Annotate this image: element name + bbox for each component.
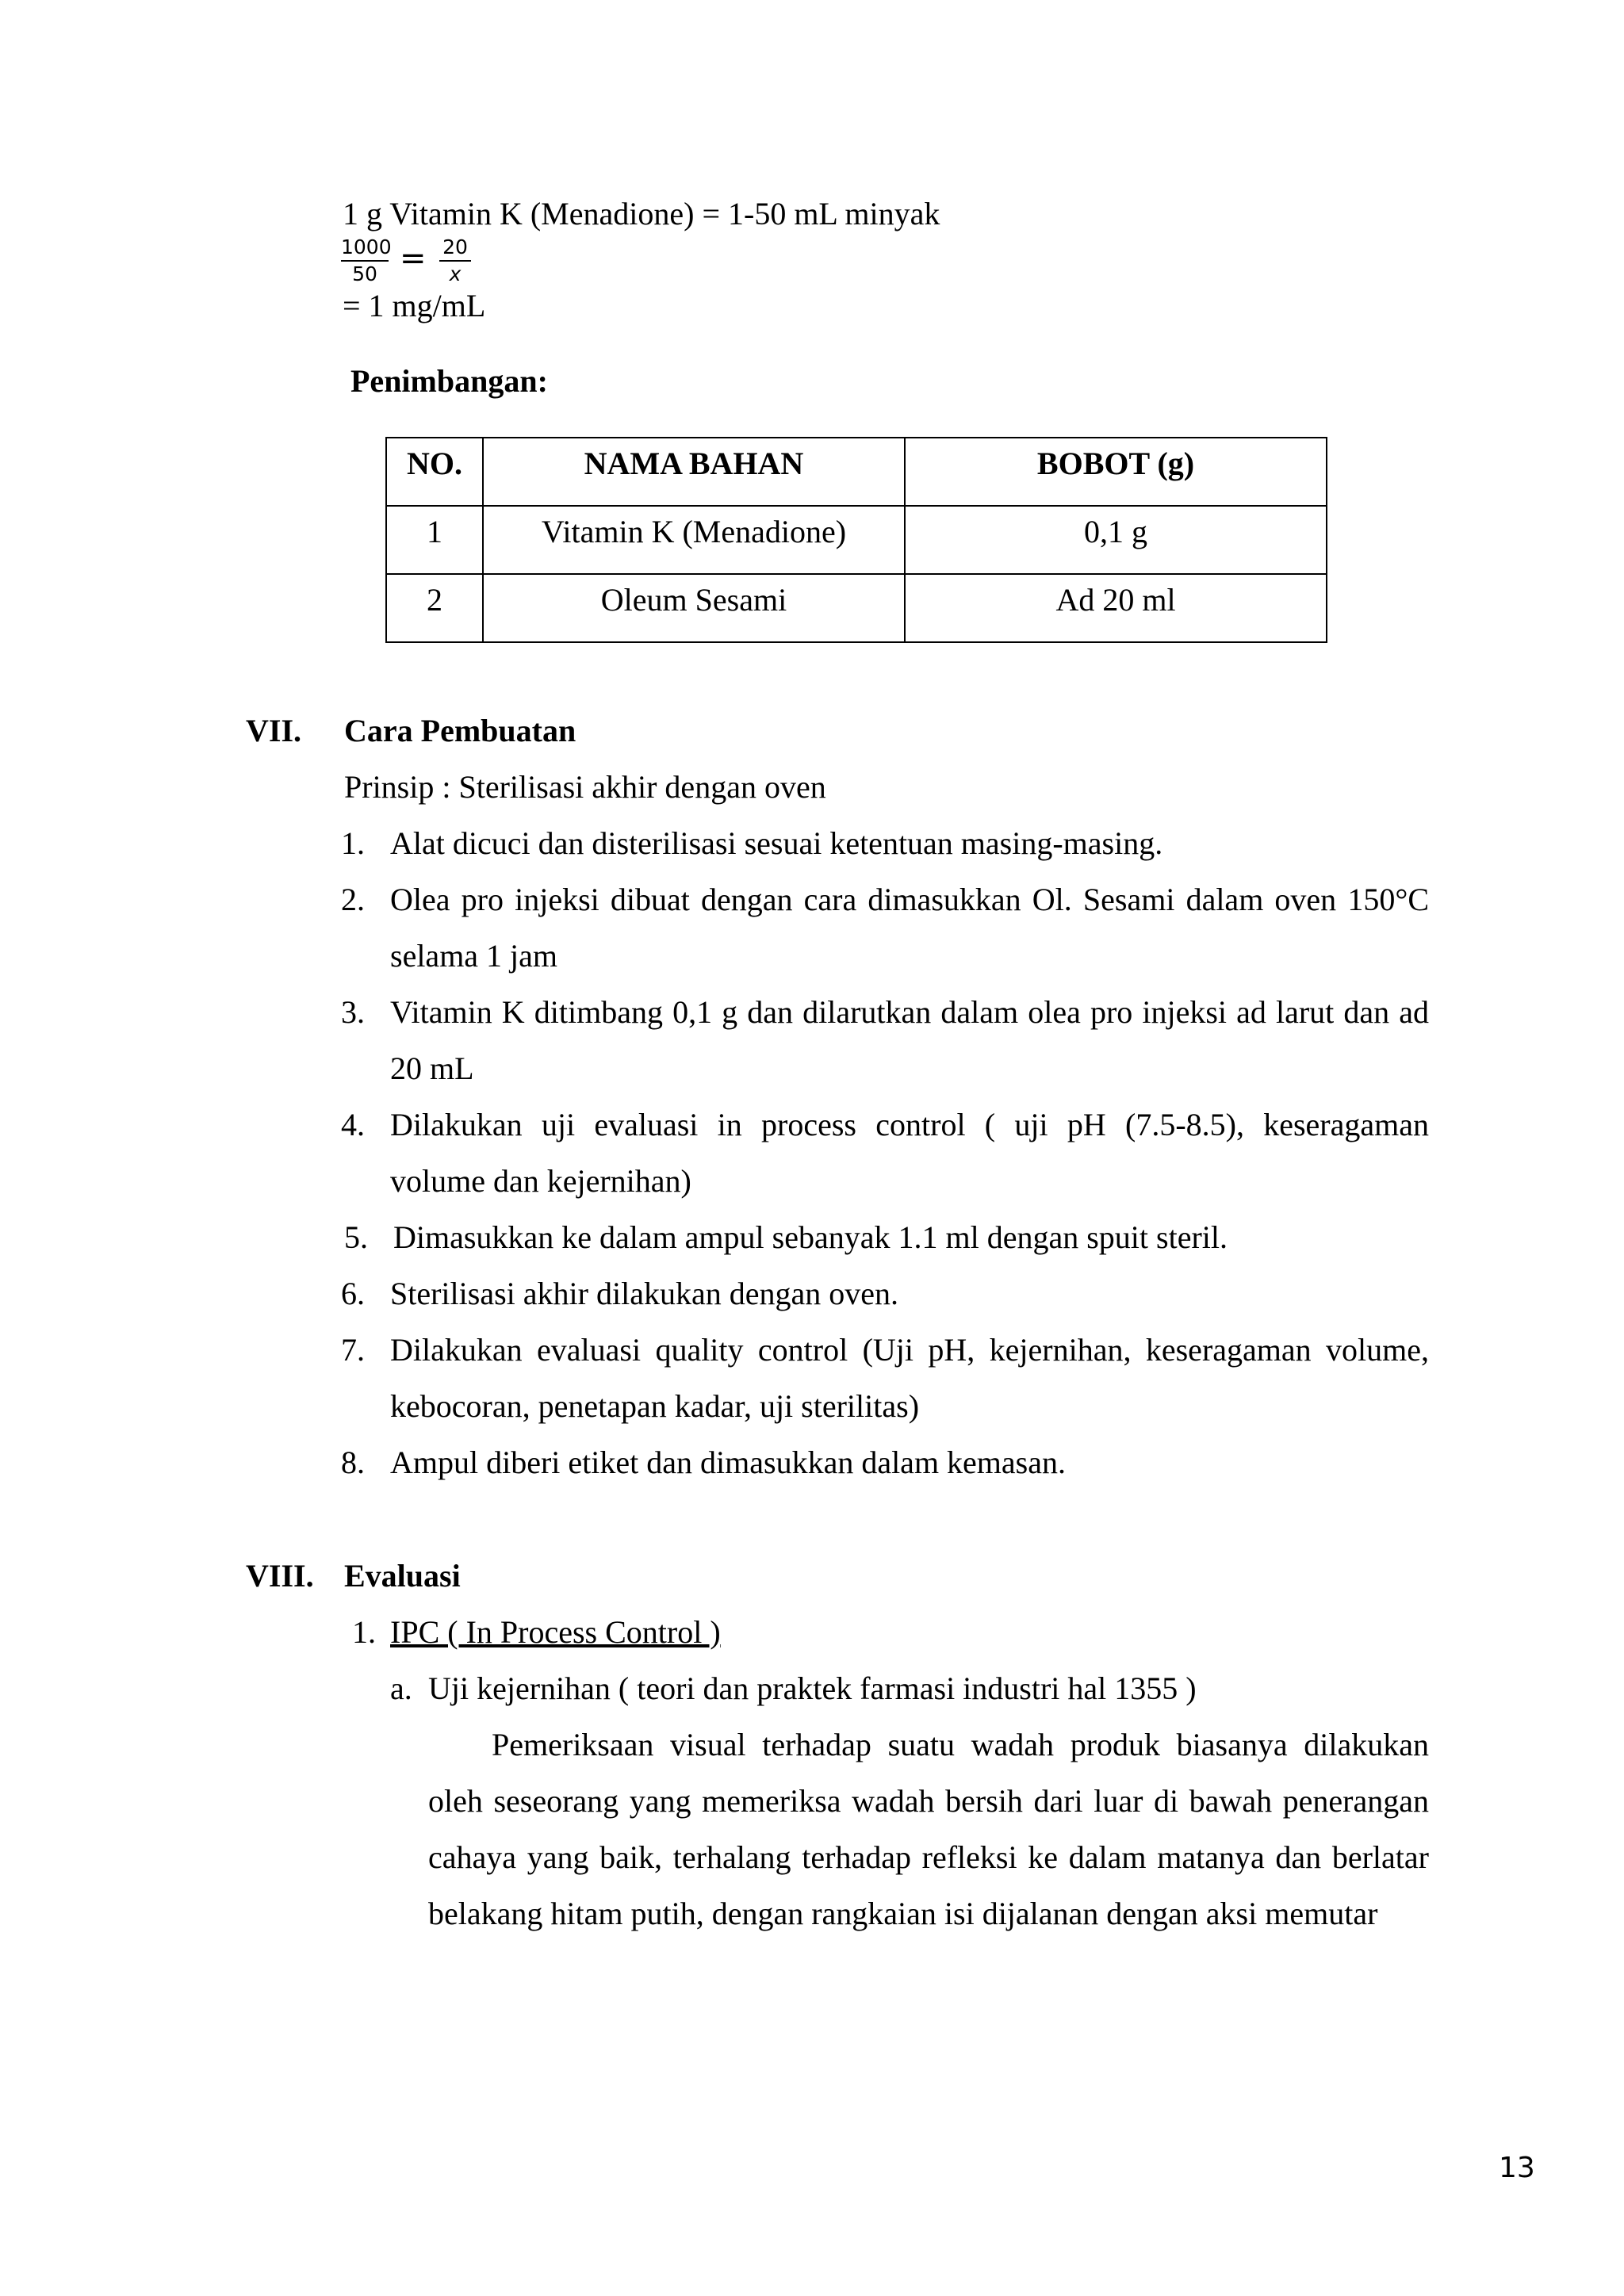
section-heading: Penimbangan: <box>350 363 548 399</box>
step-text: Vitamin K ditimbang 0,1 g dan dilarutkan dalam olea pro injeksi ad larut dan ad <box>390 994 1429 1030</box>
table-header-cell: NAMA BAHAN <box>483 438 905 506</box>
item-number: 1. <box>352 1614 376 1650</box>
fraction-numerator: 1000 <box>341 235 392 258</box>
step-text: Dilakukan uji evaluasi in process control ( uji pH (7.5-8.5), keseragaman <box>390 1107 1429 1142</box>
section-title: Evaluasi <box>344 1558 461 1594</box>
table-cell: Ad 20 ml <box>905 574 1327 642</box>
step-text: Dilakukan evaluasi quality control (Uji pH, kejernihan, keseragaman volume, <box>390 1332 1429 1368</box>
step-text: volume dan kejernihan) <box>390 1163 691 1199</box>
step-text: Ampul diberi etiket dan dimasukkan dalam kemasan. <box>390 1445 1066 1480</box>
table-row <box>386 574 1327 642</box>
step-text: Alat dicuci dan disterilisasi sesuai ketentuan masing-masing. <box>390 825 1163 861</box>
table-row <box>386 506 1327 574</box>
table-header-cell: BOBOT (g) <box>905 438 1327 506</box>
section-title: Cara Pembuatan <box>344 713 576 748</box>
section-number: VIII. <box>246 1558 314 1594</box>
table-cell: 1 <box>386 506 483 574</box>
table-header-row <box>386 438 1327 506</box>
subitem-letter: a. <box>390 1670 412 1706</box>
weighing-table <box>385 437 1327 643</box>
paragraph-line: belakang hitam putih, dengan rangkaian isi dijalanan dengan aksi memutar <box>428 1896 1378 1931</box>
principle-text: Prinsip : Sterilisasi akhir dengan oven <box>344 769 826 805</box>
calc-result: = 1 mg/mL <box>343 288 486 323</box>
step-number: 5. <box>344 1219 368 1255</box>
step-text: kebocoran, penetapan kadar, uji sterilitas) <box>390 1388 920 1424</box>
fraction-numerator: 20 <box>442 235 468 258</box>
paragraph-line: cahaya yang baik, terhalang terhadap refleksi ke dalam matanya dan berlatar <box>428 1839 1429 1875</box>
step-number: 6. <box>341 1276 365 1311</box>
equals-sign: = <box>400 240 427 277</box>
underlined-label: IPC ( In Process Control ) <box>390 1614 721 1650</box>
item-label <box>390 1613 721 1651</box>
step-text: Sterilisasi akhir dilakukan dengan oven. <box>390 1276 898 1311</box>
fraction-bar <box>341 260 389 262</box>
fraction-equation <box>341 232 476 295</box>
calc-line: 1 g Vitamin K (Menadione) = 1-50 mL minyak <box>343 196 940 232</box>
fraction-denominator: 50 <box>352 262 377 285</box>
table-cell: Vitamin K (Menadione) <box>483 506 905 574</box>
step-number: 7. <box>341 1332 365 1368</box>
table-cell: 2 <box>386 574 483 642</box>
step-text: Olea pro injeksi dibuat dengan cara dimasukkan Ol. Sesami dalam oven 150°C <box>390 882 1429 917</box>
paragraph-line: Pemeriksaan visual terhadap suatu wadah produk biasanya dilakukan <box>492 1727 1429 1762</box>
fraction-denominator: x <box>449 262 462 285</box>
step-number: 1. <box>341 825 365 861</box>
paragraph-line: oleh seseorang yang memeriksa wadah bersih dari luar di bawah penerangan <box>428 1783 1429 1819</box>
section-number: VII. <box>246 713 302 748</box>
step-text: Dimasukkan ke dalam ampul sebanyak 1.1 ml dengan spuit steril. <box>393 1219 1228 1255</box>
step-text: selama 1 jam <box>390 938 558 974</box>
step-number: 4. <box>341 1107 365 1142</box>
table-cell: 0,1 g <box>905 506 1327 574</box>
table-cell: Oleum Sesami <box>483 574 905 642</box>
fraction-bar <box>439 260 471 262</box>
step-number: 2. <box>341 882 365 917</box>
table-header-cell: NO. <box>386 438 483 506</box>
page-number: 13 <box>1499 2152 1535 2184</box>
subitem-label: Uji kejernihan ( teori dan praktek farmasi industri hal 1355 ) <box>428 1670 1197 1706</box>
step-number: 8. <box>341 1445 365 1480</box>
step-number: 3. <box>341 994 365 1030</box>
step-text: 20 mL <box>390 1050 474 1086</box>
